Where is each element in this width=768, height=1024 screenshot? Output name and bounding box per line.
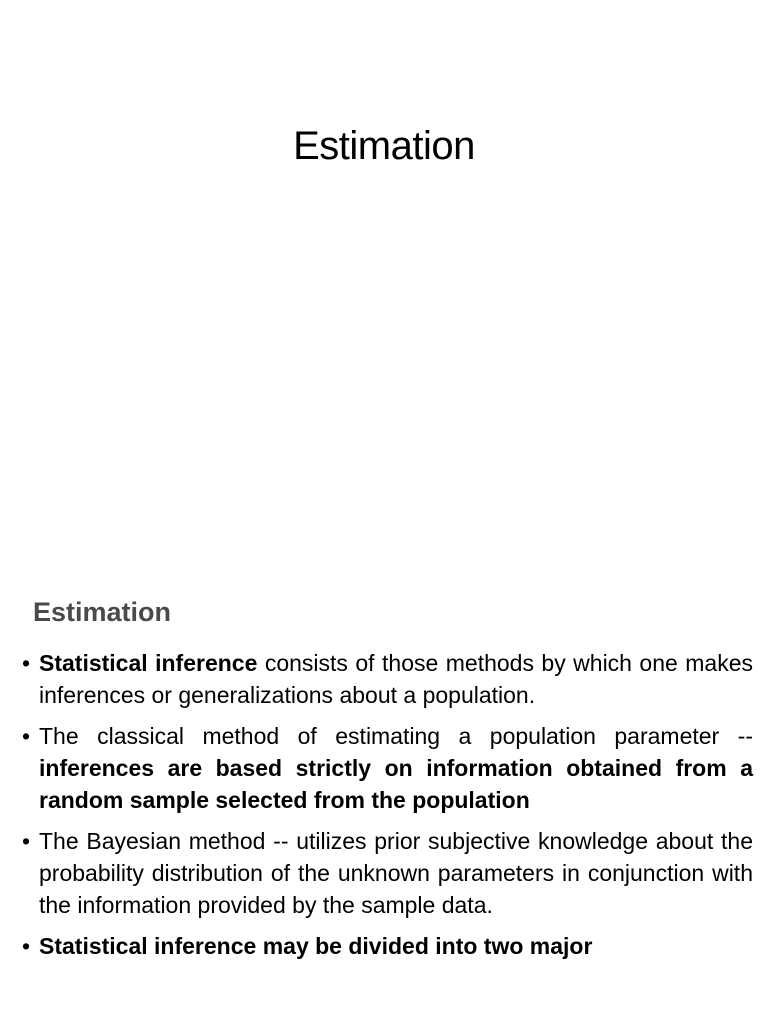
bullet-item [22,647,753,711]
bullet-text: The Bayesian method -- utilizes prior subjective knowledge about the probability distribution of the unknown parameters in conjunction with the information provided by the sample data. [39,828,753,918]
slide-title: Estimation [293,124,475,168]
bullet-item [22,825,753,921]
section-heading: Estimation [33,597,172,627]
bullet-text: The classical method of estimating a population parameter -- [39,723,753,749]
bullet-bold-text: Statistical inference may be divided into two major [39,933,593,959]
bullet-bold-text: inferences are based strictly on information obtained from a random sample selected from the population [39,755,753,813]
slide-2 [0,575,768,1024]
bullet-item [22,930,753,962]
bullet-bold-text: Statistical inference [39,650,258,676]
bullet-text: consists of those methods by which one makes inferences or generalizations about a population. [39,650,754,708]
bullet-item [22,720,753,816]
bullet-list [22,647,753,971]
